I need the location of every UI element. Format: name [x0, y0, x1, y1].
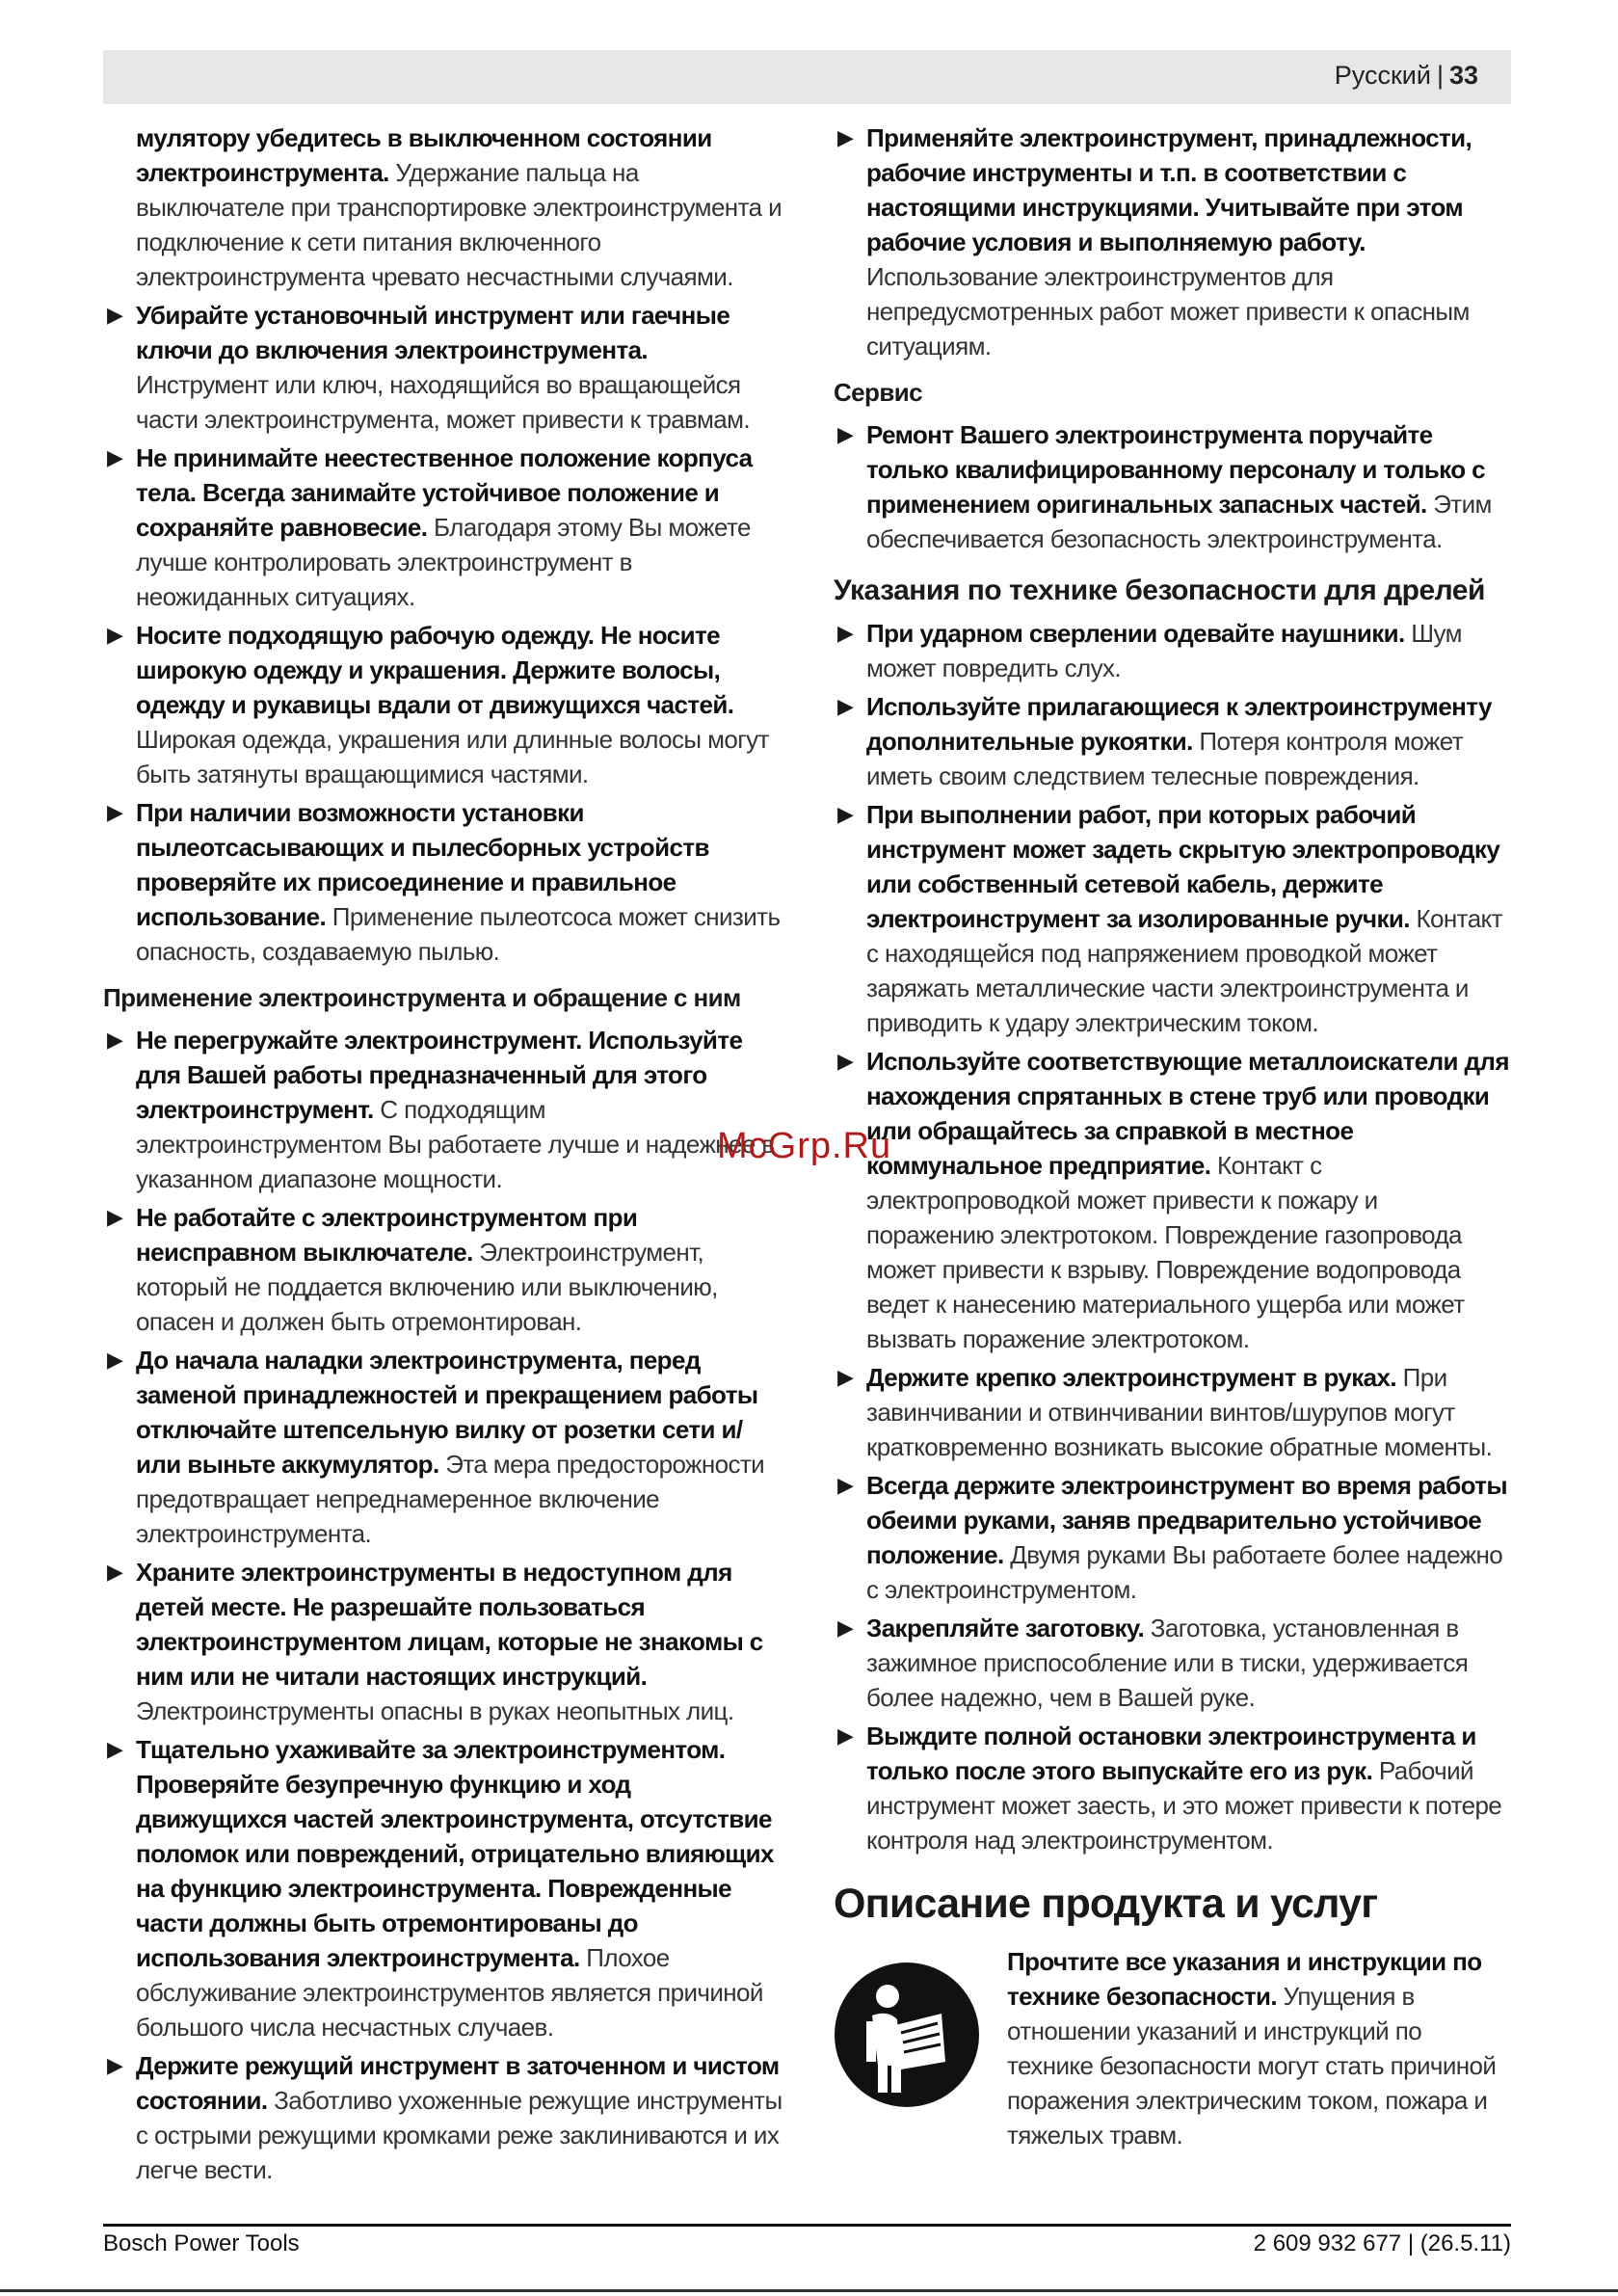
triangle-bullet-icon: ▶ [837, 1723, 854, 1748]
list-item [834, 1468, 1511, 1607]
item-bold: Убирайте установочный инструмент или гаечные ключи до включения электроинструмента. [136, 301, 730, 364]
item-bold: Используйте соответствующие металлоискатели для нахождения спрятанных в стене труб или проводки или обращайтесь за справкой в местное коммунальное предприятие. [866, 1047, 1509, 1180]
item-bold: Держите режущий инструмент в заточенном и чистом состоянии. [136, 2051, 780, 2115]
item-text: Шум может повредить слух. [866, 619, 1462, 682]
item-text: Контакт с электропроводкой может привести к пожару и поражению электротоком. Повреждение газопровода может привести к взрыву. Повреждение водопровода ведет к нанесению материального ущерба или может вызвать поражение электротоком. [866, 1151, 1465, 1353]
header-separator: | [1436, 61, 1444, 90]
item-bold: Ремонт Вашего электроинструмента поручайте только квалифицированному персоналу и только с применением оригинальных запасных частей. [866, 420, 1485, 519]
item-text: Рабочий инструмент может заесть, и это может привести к потере контроля над электроинструментом. [866, 1756, 1502, 1855]
triangle-bullet-icon: ▶ [107, 623, 123, 647]
list-item [834, 1360, 1511, 1464]
item-text: Заботливо ухоженные режущие инструменты с острыми режущими кромками реже заклиниваются и их легче вести. [136, 2086, 782, 2184]
read-manual-icon [834, 1962, 980, 2108]
triangle-bullet-icon: ▶ [837, 1365, 854, 1389]
item-bold: При наличии возможности установки пылеотсасывающих и пылесборных устройств проверяйте их присоединение и правильное использование. [136, 798, 709, 931]
list-item [103, 2048, 785, 2187]
list-item [103, 1343, 785, 1551]
triangle-bullet-icon: ▶ [837, 125, 854, 149]
list-item [103, 441, 785, 614]
watermark: McGrp.Ru [717, 1126, 892, 1166]
footer-brand: Bosch Power Tools [103, 2230, 300, 2256]
product-description-heading: Описание продукта и услуг [834, 1881, 1378, 1927]
list-item [103, 1555, 785, 1728]
item-text: Контакт с находящейся под напряжением проводкой может заряжать металлические части электроинструмента и приводить к удару электрическим током. [866, 904, 1502, 1037]
item-text: Благодаря этому Вы можете лучше контролировать электроинструмент в неожиданных ситуациях. [136, 513, 751, 611]
item-bold: Используйте прилагающиеся к электроинструменту дополнительные рукоятки. [866, 692, 1492, 756]
item-text: Двумя руками Вы работаете более надежно с электроинструментом. [866, 1540, 1503, 1604]
left-column [103, 120, 785, 2191]
triangle-bullet-icon: ▶ [107, 1348, 123, 1372]
item-text: С подходящим электроинструментом Вы работаете лучше и надежнее в указанном диапазоне мощности. [136, 1095, 775, 1193]
page-bottom-edge [0, 2289, 1618, 2292]
item-text: Потеря контроля может иметь своим следствием телесные повреждения. [866, 727, 1464, 790]
page-header [103, 50, 1511, 104]
intro-bold: Прочтите все указания и инструкции по технике безопасности. [1007, 1947, 1482, 2011]
item-text: Этим обеспечивается безопасность электроинструмента. [866, 490, 1492, 553]
list-item [103, 795, 785, 969]
triangle-bullet-icon: ▶ [107, 303, 123, 327]
item-bold: Носите подходящую рабочую одежду. Не носите широкую одежду и украшения. Держите волосы, одежду и рукавицы вдали от движущихся частей. [136, 621, 734, 719]
list-item [834, 1611, 1511, 1715]
header-page-info [1335, 61, 1478, 91]
item-bold: мулятору убедитесь в выключенном состоянии электроинструмента. [136, 123, 712, 187]
list-item [103, 618, 785, 791]
triangle-bullet-icon: ▶ [107, 445, 123, 469]
triangle-bullet-icon: ▶ [837, 1473, 854, 1497]
item-text: При завинчивании и отвинчивании винтов/шурупов могут кратковременно возникать высокие обратные моменты. [866, 1363, 1493, 1461]
triangle-bullet-icon: ▶ [107, 1028, 123, 1052]
item-bold: Всегда держите электроинструмент во время работы обеими руками, заняв предварительно устойчивое положение. [866, 1471, 1507, 1569]
intro-text [1007, 1944, 1511, 2152]
item-text: Применение пылеотсоса может снизить опасность, создаваемую пылью. [136, 902, 781, 966]
triangle-bullet-icon: ▶ [107, 1560, 123, 1584]
list-item [834, 616, 1511, 685]
list-item [834, 689, 1511, 793]
list-item [834, 797, 1511, 1040]
list-item [834, 1719, 1511, 1857]
item-bold: Не принимайте неестественное положение корпуса тела. Всегда занимайте устойчивое положение и сохраняйте равновесие. [136, 443, 753, 542]
item-text: Заготовка, установленная в зажимное приспособление или в тиски, удерживается более надежно, чем в Вашей руке. [866, 1614, 1469, 1712]
triangle-bullet-icon: ▶ [837, 1615, 854, 1640]
safety-intro [834, 1944, 1511, 2152]
list-item [834, 120, 1511, 363]
item-text: Эта мера предосторожности предотвращает непреднамеренное включение электроинструмента. [136, 1450, 765, 1548]
triangle-bullet-icon: ▶ [107, 800, 123, 824]
triangle-bullet-icon: ▶ [107, 1205, 123, 1229]
triangle-bullet-icon: ▶ [837, 422, 854, 446]
item-bold: Храните электроинструменты в недоступном для детей месте. Не разрешайте пользоваться электроинструментом лицам, которые не знакомы с ним или не читали настоящих инструкций. [136, 1558, 763, 1691]
item-bold: До начала наладки электроинструмента, перед заменой принадлежностей и прекращением работы отключайте штепсельную вилку от розетки сети и/или выньте аккумулятор. [136, 1346, 758, 1479]
service-heading: Сервис [834, 378, 922, 407]
item-text: Плохое обслуживание электроинструментов является причиной большого числа несчастных случаев. [136, 1943, 763, 2042]
footer-divider [103, 2224, 1511, 2227]
continued-item [103, 120, 785, 294]
item-bold: Выждите полной остановки электроинструмента и только после этого выпускайте его из рук. [866, 1722, 1476, 1785]
item-bold: Не перегружайте электроинструмент. Используйте для Вашей работы предназначенный для этого электроинструмент. [136, 1026, 743, 1124]
item-text: Использование электроинструментов для непредусмотренных работ может привести к опасным ситуациям. [866, 262, 1470, 360]
right-column [834, 120, 1511, 2152]
list-item [834, 1044, 1511, 1356]
item-text: Инструмент или ключ, находящийся во вращающейся части электроинструмента, может привести к травмам. [136, 370, 751, 434]
intro-normal: Упущения в отношении указаний и инструкций по технике безопасности могут стать причиной поражения электрическим током, пожара и тяжелых травм. [1007, 1982, 1497, 2149]
list-item [103, 1732, 785, 2044]
triangle-bullet-icon: ▶ [837, 1049, 854, 1073]
item-text: Широкая одежда, украшения или длинные волосы могут быть затянуты вращающимися частями. [136, 725, 769, 788]
header-language: Русский [1334, 61, 1431, 90]
section-subheading: Применение электроинструмента и обращение с ним [103, 983, 741, 1012]
list-item [103, 1023, 785, 1196]
item-text: Электроинструмент, который не поддается включению или выключению, опасен и должен быть отремонтирован. [136, 1238, 718, 1336]
item-bold: Применяйте электроинструмент, принадлежности, рабочие инструменты и т.п. в соответствии с настоящими инструкциями. Учитывайте при этом рабочие условия и выполняемую работу. [866, 123, 1472, 256]
item-bold: Закрепляйте заготовку. [866, 1614, 1145, 1642]
item-bold: Не работайте с электроинструментом при неисправном выключателе. [136, 1203, 638, 1267]
item-bold: При выполнении работ, при которых рабочий инструмент может задеть скрытую электропроводку или собственный сетевой кабель, держите электроинструмент за изолированные ручки. [866, 800, 1500, 933]
item-bold: При ударном сверлении одевайте наушники. [866, 619, 1405, 648]
drill-safety-heading: Указания по технике безопасности для дрелей [834, 574, 1485, 606]
item-text: Удержание пальца на выключателе при транспортировке электроинструмента и подключение к сети питания включенного электроинструмента чревато несчастными случаями. [136, 158, 782, 291]
item-bold: Держите крепко электроинструмент в руках. [866, 1363, 1397, 1392]
triangle-bullet-icon: ▶ [837, 694, 854, 718]
triangle-bullet-icon: ▶ [837, 621, 854, 645]
triangle-bullet-icon: ▶ [837, 802, 854, 826]
list-item [103, 298, 785, 437]
list-item [834, 417, 1511, 556]
item-bold: Тщательно ухаживайте за электроинструментом. Проверяйте безупречную функцию и ход движущихся частей электроинструмента, отсутствие поломок или повреждений, отрицательно влияющих на функцию электроинструмента. Поврежденные части должны быть отремонтированы до использования электроинструмента. [136, 1735, 774, 1972]
triangle-bullet-icon: ▶ [107, 1737, 123, 1761]
triangle-bullet-icon: ▶ [107, 2053, 123, 2077]
page-number: 33 [1448, 61, 1478, 90]
footer-doc-code: 2 609 932 677 | (26.5.11) [1253, 2230, 1511, 2256]
list-item [103, 1200, 785, 1339]
item-text: Электроинструменты опасны в руках неопытных лиц. [136, 1696, 734, 1725]
